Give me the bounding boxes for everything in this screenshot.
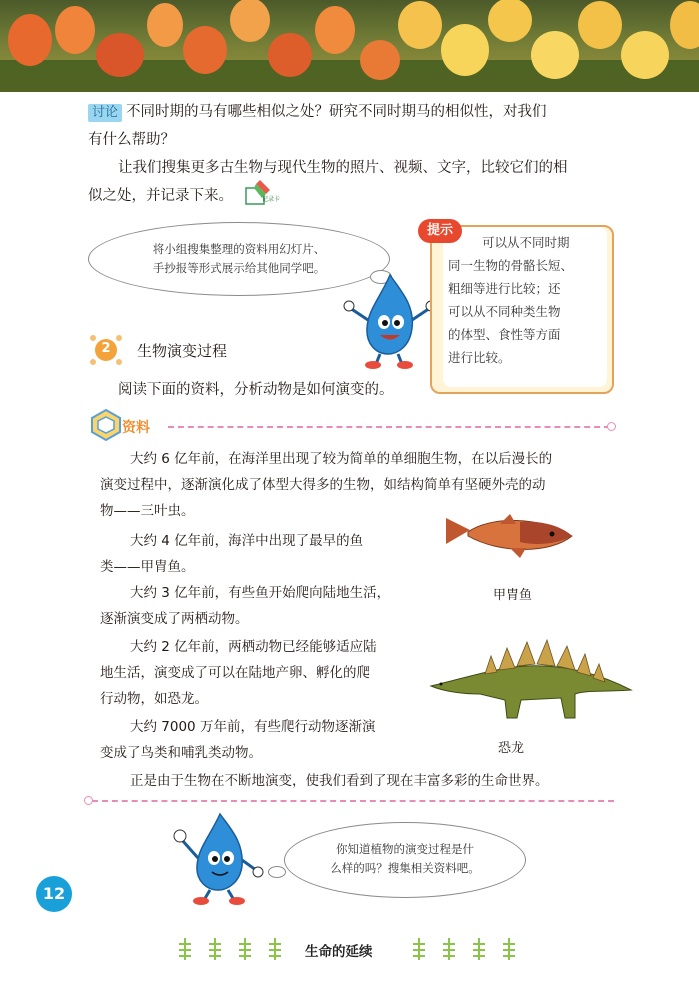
discussion-line-1: 不同时期的马有哪些相似之处？研究不同时期马的相似性，对我们 xyxy=(126,104,547,120)
discussion-line-2: 有什么帮助？ xyxy=(88,132,175,148)
hint-text xyxy=(448,231,606,369)
section-title: 生物演变过程 xyxy=(137,342,228,360)
record-card-label: 记录卡 xyxy=(262,196,281,203)
hint-line-2: 同一生物的骨骼长短、 xyxy=(448,258,574,273)
fish-caption: 甲胄鱼 xyxy=(493,588,533,603)
cloud-bottom-line-1: 你知道植物的演变过程是什 xyxy=(336,842,474,856)
footer-title: 生命的延续 xyxy=(305,944,373,960)
material-hexagon-icon xyxy=(88,408,124,442)
fishbone-decoration-left xyxy=(175,934,285,964)
divider-end-dot xyxy=(607,422,616,431)
dinosaur-caption: 恐龙 xyxy=(498,741,525,756)
material-p1-line3: 物——三叶虫。 xyxy=(100,503,195,519)
material-p3-line2: 逐渐演变成了两栖动物。 xyxy=(100,611,249,627)
stegosaurus-illustration xyxy=(425,628,635,720)
hint-line-6: 进行比较。 xyxy=(448,350,511,365)
section-number-badge xyxy=(88,332,124,368)
page-number: 12 xyxy=(36,876,72,912)
discussion-question xyxy=(88,98,648,126)
material-p1-line1: 大约 6 亿年前，在海洋里出现了较为简单的单细胞生物，在以后漫长的 xyxy=(130,451,553,467)
material-p6: 正是由于生物在不断地演变，使我们看到了现在丰富多彩的生命世界。 xyxy=(130,773,549,789)
hint-line-3: 粗细等进行比较；还 xyxy=(448,281,561,296)
hint-line-5: 的体型、食性等方面 xyxy=(448,327,561,342)
material-p4-line3: 行动物，如恐龙。 xyxy=(100,691,208,707)
material-top-divider xyxy=(168,426,610,428)
tulip-field-illustration xyxy=(0,0,699,92)
fishbone-decoration-right xyxy=(405,934,525,964)
material-p2-line2: 类——甲胄鱼。 xyxy=(100,559,195,575)
intro-line-1: 让我们搜集更多古生物与现代生物的照片、视频、文字，比较它们的相 xyxy=(118,160,568,176)
thought-bubble-bottom xyxy=(284,822,526,898)
material-p5-line2: 变成了鸟类和哺乳类动物。 xyxy=(100,745,262,761)
material-label: 资料 xyxy=(122,420,150,436)
material-p3-line1: 大约 3 亿年前，有些鱼开始爬向陆地生活， xyxy=(130,585,391,601)
material-p4-line1: 大约 2 亿年前，两栖动物已经能够适应陆 xyxy=(130,639,377,655)
cloud-top-line-2: 手抄报等形式展示给其他同学吧。 xyxy=(152,261,326,275)
section-intro: 阅读下面的资料，分析动物是如何演变的。 xyxy=(118,382,394,398)
material-p5-line1: 大约 7000 万年前，有些爬行动物逐渐演 xyxy=(130,719,376,735)
intro-line-2: 似之处，并记录下来。 xyxy=(88,188,233,204)
discussion-tag: 讨论 xyxy=(88,104,122,122)
material-bottom-divider xyxy=(92,800,614,802)
hint-line-1: 可以从不同时期 xyxy=(482,235,570,250)
mascot-drop-character-bottom xyxy=(170,810,270,906)
cloud-top-line-1: 将小组搜集整理的资料用幻灯片、 xyxy=(152,242,326,256)
bubble-dot-bottom xyxy=(268,866,286,878)
section-number: 2 xyxy=(101,341,111,356)
armored-fish-illustration xyxy=(440,510,580,560)
material-p2-line1: 大约 4 亿年前，海洋中出现了最早的鱼 xyxy=(130,533,364,549)
cloud-bottom-line-2: 么样的吗？搜集相关资料吧。 xyxy=(330,861,480,875)
mascot-drop-character-top xyxy=(340,270,440,370)
hint-line-4: 可以从不同种类生物 xyxy=(448,304,561,319)
material-p4-line2: 地生活，演变成了可以在陆地产卵、孵化的爬 xyxy=(100,665,370,681)
material-p1-line2: 演变过程中，逐渐演化成了体型大得多的生物，如结构简单有坚硬外壳的动 xyxy=(100,477,546,493)
record-card-icon xyxy=(242,178,281,208)
hint-badge: 提示 xyxy=(418,219,462,243)
header-banner-image xyxy=(0,0,699,92)
